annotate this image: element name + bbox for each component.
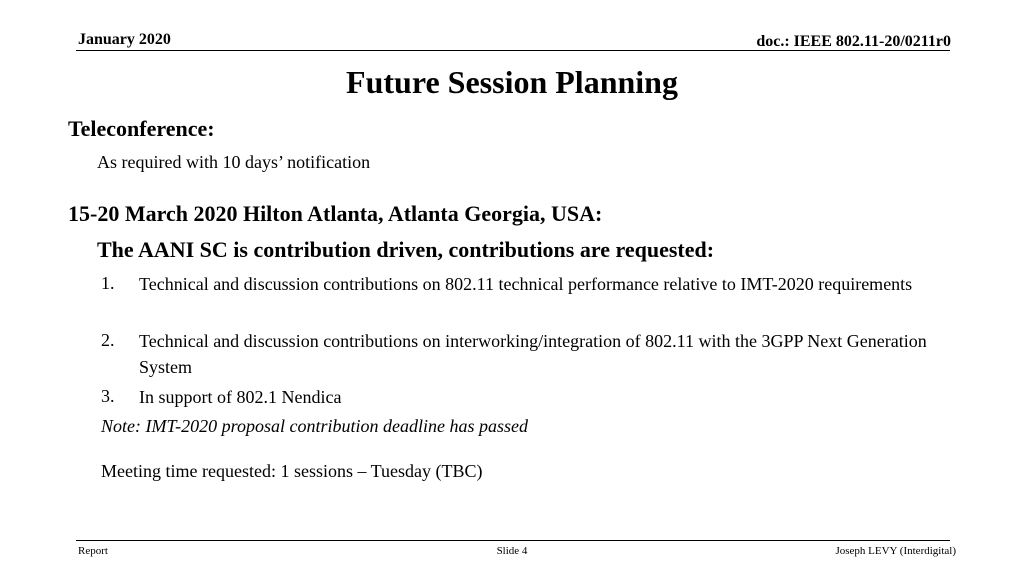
footer-report: Report [78,545,108,557]
header-doc-id: doc.: IEEE 802.11-20/0211r0 [756,33,951,50]
list-item: In support of 802.1 Nendica [139,387,342,407]
list-item: Technical and discussion contributions on 802.11 technical performance relative to IMT-2020 requirements [139,274,913,294]
slide-title: Future Session Planning [346,64,678,100]
meeting-heading: 15-20 March 2020 Hilton Atlanta, Atlanta Georgia, USA: [68,201,603,226]
meeting-time-requested: Meeting time requested: 1 sessions – Tuesday (TBC) [101,461,483,481]
footer-divider [76,540,950,541]
list-item: Technical and discussion contributions on interworking/integration of 802.11 with the 3GPP Next Generation System [139,331,927,377]
list-item-number: 3. [101,386,115,406]
teleconference-detail: As required with 10 days’ notification [97,152,371,172]
header-divider [76,50,950,51]
footer-author: Joseph LEVY (Interdigital) [835,545,956,557]
footer-slide-number: Slide 4 [496,545,528,557]
contributions-subheading: The AANI SC is contribution driven, contributions are requested: [97,237,715,262]
list-item-number: 1. [101,273,115,293]
teleconference-heading: Teleconference: [68,116,215,141]
header-date: January 2020 [78,31,171,48]
deadline-note: Note: IMT-2020 proposal contribution deadline has passed [101,416,528,436]
list-item-number: 2. [101,330,115,350]
